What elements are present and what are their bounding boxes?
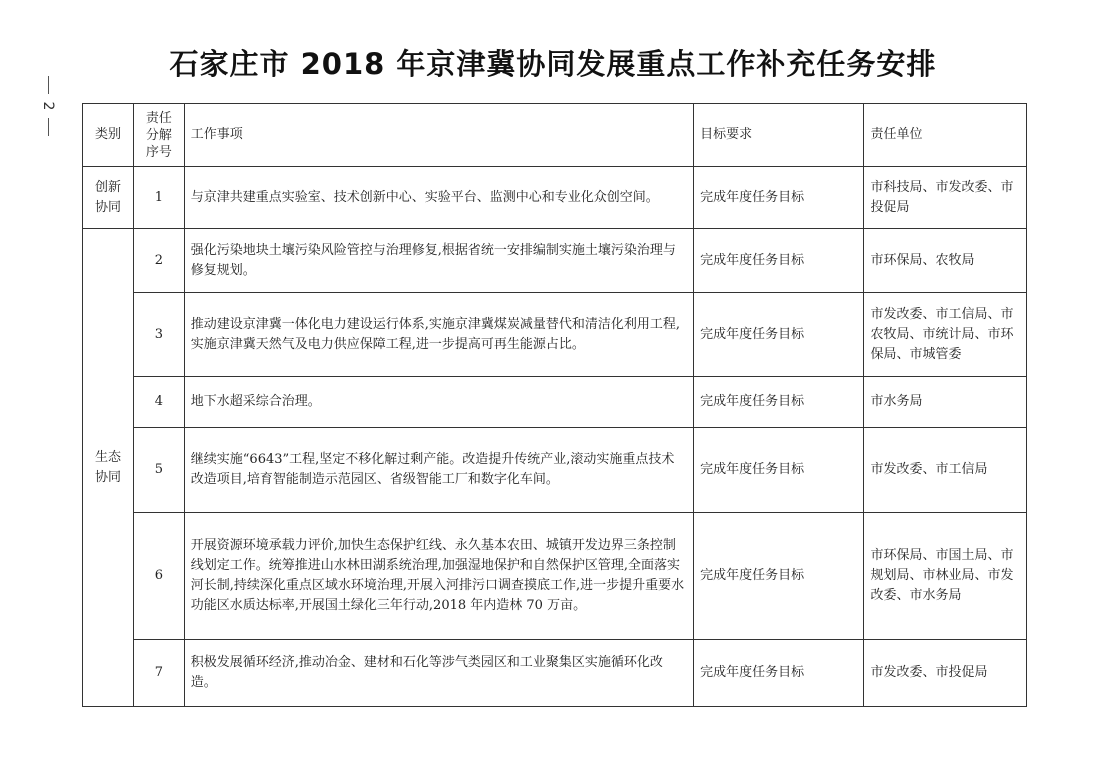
task-table [82,103,1027,707]
goal-cell: 完成年度任务目标 [694,640,864,707]
goal-cell: 完成年度任务目标 [694,513,864,640]
seq-cell: 1 [133,167,184,229]
seq-cell: 5 [133,428,184,513]
seq-cell: 3 [133,293,184,377]
header-category: 类别 [83,104,134,167]
header-seq: 责任分解序号 [133,104,184,167]
page-title: 石家庄市 2018 年京津冀协同发展重点工作补充任务安排 [169,47,937,81]
header-unit: 责任单位 [864,104,1027,167]
item-cell: 开展资源环境承载力评价,加快生态保护红线、永久基本农田、城镇开发边界三条控制线划定工作。统筹推进山水林田湖系统治理,加强湿地保护和自然保护区管理,全面落实河长制,持续深化重点区域水环境治理,开展入河排污口调查摸底工作,进一步提升重要水功能区水质达标率,开展国土绿化三年行动,2018 年内造林 70 万亩。 [184,513,693,640]
table-row [83,640,1027,707]
table-row [83,513,1027,640]
goal-cell: 完成年度任务目标 [694,167,864,229]
unit-cell: 市水务局 [864,377,1027,428]
header-item: 工作事项 [184,104,693,167]
item-cell: 与京津共建重点实验室、技术创新中心、实验平台、监测中心和专业化众创空间。 [184,167,693,229]
table-row [83,229,1027,293]
item-cell: 继续实施“6643”工程,坚定不移化解过剩产能。改造提升传统产业,滚动实施重点技术改造项目,培育智能制造示范园区、省级智能工厂和数字化车间。 [184,428,693,513]
category-cell: 生态协同 [83,229,134,707]
table-row [83,293,1027,377]
item-cell: 推动建设京津冀一体化电力建设运行体系,实施京津冀煤炭减量替代和清洁化利用工程,实施京津冀天然气及电力供应保障工程,进一步提高可再生能源占比。 [184,293,693,377]
page-number: 2 [40,101,56,111]
goal-cell: 完成年度任务目标 [694,229,864,293]
item-cell: 强化污染地块土壤污染风险管控与治理修复,根据省统一安排编制实施土壤污染治理与修复规划。 [184,229,693,293]
table-row [83,167,1027,229]
table-header-row [83,104,1027,167]
unit-cell: 市发改委、市投促局 [864,640,1027,707]
unit-cell: 市环保局、农牧局 [864,229,1027,293]
seq-cell: 6 [133,513,184,640]
seq-cell: 4 [133,377,184,428]
seq-cell: 7 [133,640,184,707]
seq-cell: 2 [133,229,184,293]
item-cell: 地下水超采综合治理。 [184,377,693,428]
unit-cell: 市发改委、市工信局、市农牧局、市统计局、市环保局、市城管委 [864,293,1027,377]
page-number-dash-top [48,76,49,94]
page-number-dash-bottom [48,118,49,136]
goal-cell: 完成年度任务目标 [694,377,864,428]
header-goal: 目标要求 [694,104,864,167]
goal-cell: 完成年度任务目标 [694,428,864,513]
unit-cell: 市科技局、市发改委、市投促局 [864,167,1027,229]
goal-cell: 完成年度任务目标 [694,293,864,377]
item-cell: 积极发展循环经济,推动冶金、建材和石化等涉气类园区和工业聚集区实施循环化改造。 [184,640,693,707]
unit-cell: 市环保局、市国土局、市规划局、市林业局、市发改委、市水务局 [864,513,1027,640]
category-cell: 创新协同 [83,167,134,229]
table-row [83,377,1027,428]
table-row [83,428,1027,513]
page-number-marker [36,72,60,140]
unit-cell: 市发改委、市工信局 [864,428,1027,513]
